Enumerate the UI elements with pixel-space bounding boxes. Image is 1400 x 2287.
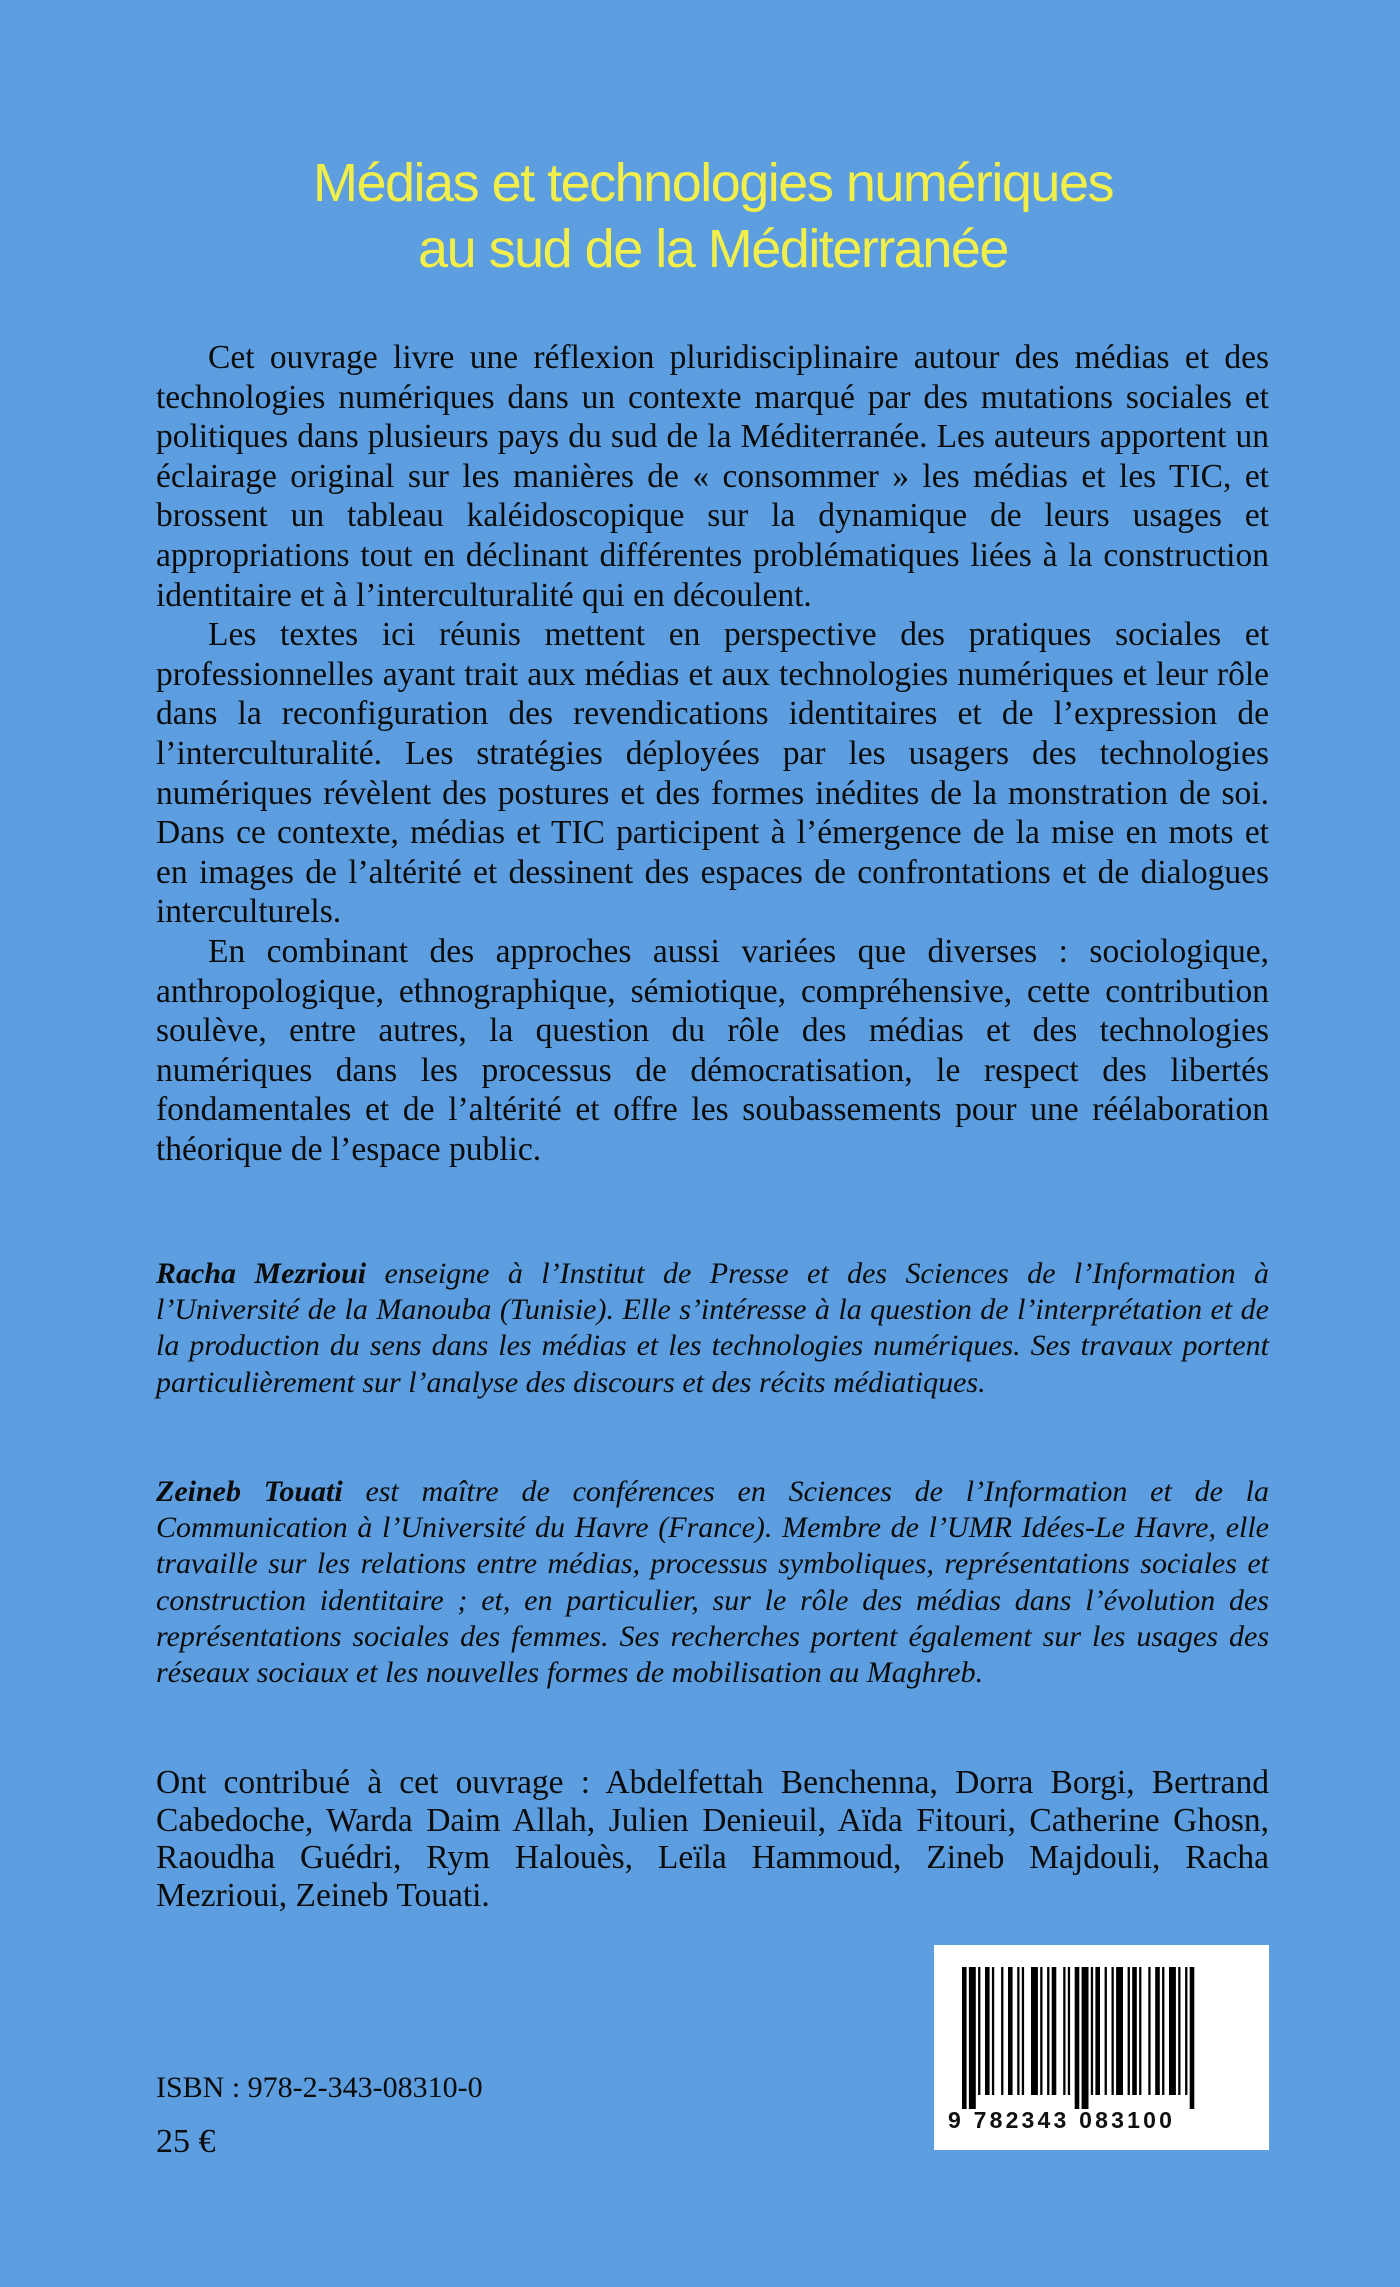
barcode-bar <box>1105 1967 1107 2095</box>
barcode-bar <box>1185 1967 1187 2095</box>
barcode-bar <box>1178 1967 1180 2095</box>
book-title-line-2: au sud de la Méditerranée <box>418 219 1008 279</box>
barcode-bar <box>969 1967 976 2109</box>
summary-text <box>156 338 1269 1169</box>
barcode-bar <box>1001 1967 1003 2095</box>
barcode-bar <box>992 1967 994 2095</box>
barcode-bar <box>1063 1967 1065 2095</box>
barcode-bar <box>1095 1967 1100 2095</box>
barcode-bar <box>1128 1967 1130 2095</box>
barcode-bar <box>1008 1967 1013 2095</box>
summary-paragraph: Les textes ici réunis mettent en perspective des pratiques sociales et professionnelles ayant trait aux médias et aux technologies numériques et leur rôle dans la reconfiguration des revendications identitaires et de l’expression de l’interculturalité. Les stratégies déployées par les usagers des technologies numériques révèlent des postures et des formes inédites de la monstration de soi. Dans ce contexte, médias et TIC participent à l’émergence de la mise en mots et en images de l’altérité et dessinent des espaces de confrontations et de dialogues interculturels. <box>156 616 1269 931</box>
price-label: 25 € <box>156 2123 216 2160</box>
summary-paragraph: Cet ouvrage livre une réflexion pluridisciplinaire autour des médias et des technologies numériques dans un contexte marqué par des mutations sociales et politiques dans plusieurs pays du sud de la Méditerranée. Les auteurs apportent un éclairage original sur les manières de « consommer » les médias et les TIC, et brossent un tableau kaléidoscopique sur la dynamique de leurs usages et appropriations tout en déclinant différentes problématiques liées à la construction identitaire et à l’interculturalité qui en découlent. <box>156 339 1269 614</box>
author-bio-touati <box>156 1474 1269 1691</box>
book-title-line-1: Médias et technologies numériques <box>313 153 1113 213</box>
book-title <box>0 150 1400 282</box>
barcode <box>934 1945 1269 2150</box>
barcode-bar <box>1017 1967 1019 2095</box>
barcode-bars <box>962 1967 1242 2109</box>
barcode-bar <box>985 1967 990 2095</box>
barcode-bar <box>1132 1967 1137 2095</box>
barcode-bar <box>1075 1967 1080 2109</box>
author-bio-text: enseigne à l’Institut de Presse et des Sciences de l’Information à l’Université de la Manouba (Tunisie). Elle s’intéresse à la question de l’interprétation et de la production du sens dans les médias et les technologies numériques. Ses travaux portent particulièrement sur l’analyse des discours et des récits médiatiques. <box>156 1257 1269 1399</box>
barcode-bar <box>1040 1967 1042 2095</box>
summary-paragraph: En combinant des approches aussi variées que diverses : sociologique, anthropologique, ethnographique, sémiotique, compréhensive, cette contribution soulève, entre autres, la question du rôle des médias et des technologies numériques dans les processus de démocratisation, le respect des libertés fondamentales et de l’altérité et offre les soubassements pour une réélaboration théorique de l’espace public. <box>156 932 1269 1168</box>
contributors-list <box>156 1764 1269 1914</box>
barcode-bar <box>1091 1967 1093 2095</box>
barcode-bar <box>1047 1967 1049 2095</box>
barcode-bar <box>1155 1967 1160 2095</box>
barcode-bar <box>1112 1967 1114 2095</box>
barcode-bar <box>1148 1967 1150 2095</box>
isbn-label: ISBN : 978-2-343-08310-0 <box>156 2071 483 2104</box>
barcode-bar <box>978 1967 980 2095</box>
barcode-bar <box>1190 1967 1195 2109</box>
barcode-bar <box>1162 1967 1164 2095</box>
barcode-bar <box>1068 1967 1070 2095</box>
author-bio-mezrioui <box>156 1256 1269 1401</box>
author-bio-text: est maître de conférences en Sciences de l’Information et de la Communication à l’Université du Havre (France). Membre de l’UMR Idées-Le Havre, elle travaille sur les relations entre médias, processus symboliques, représentations sociales et construction identitaire ; et, en particulier, sur le rôle des médias dans l’évolution des représentations sociales des femmes. Ses recherches portent également sur les usages des réseaux sociaux et les nouvelles formes de mobilisation au Maghreb. <box>156 1475 1269 1690</box>
barcode-bar <box>962 1967 967 2109</box>
barcode-bar <box>1031 1967 1038 2095</box>
barcode-digits: 9 782343 083100 <box>948 2107 1176 2133</box>
author-name: Racha Mezrioui <box>156 1257 367 1290</box>
barcode-bar <box>1169 1967 1176 2095</box>
contributors-text: Ont contribué à cet ouvrage : Abdelfettah Benchenna, Dorra Borgi, Bertrand Cabedoche, Warda Daim Allah, Julien Denieuil, Aïda Fitouri, Catherine Ghosn, Raoudha Guédri, Rym Halouès, Leïla Hammoud, Zineb Majdouli, Racha Mezrioui, Zeineb Touati. <box>156 1764 1269 1914</box>
barcode-bar <box>1139 1967 1141 2095</box>
barcode-bar <box>1022 1967 1024 2095</box>
barcode-bar <box>1052 1967 1057 2095</box>
barcode-bar <box>1082 1967 1089 2109</box>
author-name: Zeineb Touati <box>156 1475 343 1508</box>
barcode-bar <box>1116 1967 1123 2095</box>
